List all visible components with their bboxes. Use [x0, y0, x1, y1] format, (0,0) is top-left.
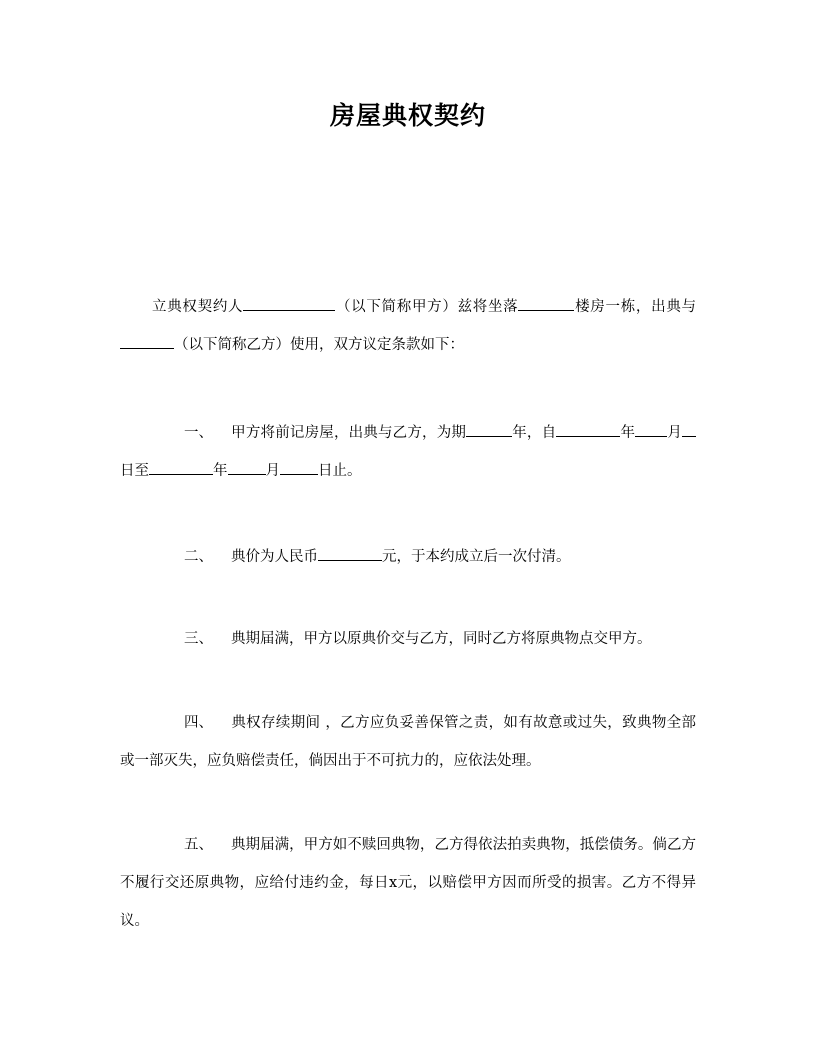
- clause-3-text: 典期届满，甲方以原典价交与乙方，同时乙方将原典物点交甲方。: [231, 631, 652, 647]
- clause-4-text: 典权存续期间 ，乙方应负妥善保管之责，如有故意或过失，致典物全部或一部灭失，应负赔偿责任，倘因出于不可抗力的，应依法处理。: [120, 715, 696, 769]
- clause-1-text-3: 年: [620, 425, 636, 441]
- intro-text-1: 立典权契约人: [152, 299, 244, 315]
- end-month-blank: [228, 458, 266, 475]
- location-blank: [518, 294, 574, 311]
- clause-1-text-5: 日至: [120, 463, 149, 479]
- end-day-blank: [280, 458, 318, 475]
- clause-1-text-7: 月: [265, 463, 280, 479]
- clause-2-number: 二、: [184, 549, 213, 565]
- start-year-blank: [556, 420, 620, 437]
- party-a-blank: [243, 294, 335, 311]
- clause-1-number: 一、: [184, 425, 213, 441]
- term-years-blank: [466, 420, 512, 437]
- clause-5: [120, 826, 696, 940]
- clause-2-text-2: 元，于本约成立后一次付清。: [382, 549, 571, 565]
- clause-1-text-1: 甲方将前记房屋，出典与乙方，为期: [231, 425, 467, 441]
- party-b-blank: [120, 332, 174, 349]
- intro-text-3: 楼房一栋，出典与: [574, 299, 697, 315]
- clause-1-text-8: 日止。: [318, 463, 362, 479]
- clause-3-number: 三、: [184, 631, 213, 647]
- clause-1: [120, 414, 696, 490]
- clause-5-text: 典期届满，甲方如不赎回典物，乙方得依法拍卖典物，抵偿债务。倘乙方不履行交还原典物，应给付违约金，每日x元，以赔偿甲方因而所受的损害。乙方不得异议。: [120, 837, 696, 929]
- price-blank: [318, 544, 382, 561]
- intro-text-2: （以下简称甲方）兹将坐落: [335, 299, 519, 315]
- clause-4: [120, 704, 696, 780]
- document-title: 房屋典权契约: [329, 101, 486, 130]
- clause-2-text-1: 典价为人民币: [231, 549, 318, 565]
- intro-text-4: （以下简称乙方）使用，双方议定条款如下：: [174, 337, 464, 353]
- clause-1-text-4: 月: [667, 425, 683, 441]
- clause-1-text-6: 年: [213, 463, 228, 479]
- end-year-blank: [149, 458, 213, 475]
- clause-5-number: 五、: [184, 837, 213, 853]
- clause-3: [120, 620, 696, 658]
- clause-4-number: 四、: [184, 715, 213, 731]
- clause-2: [120, 538, 696, 576]
- intro-paragraph: [120, 288, 696, 364]
- clause-1-text-2: 年，自: [512, 425, 557, 441]
- start-day-blank: [682, 420, 696, 437]
- start-month-blank: [635, 420, 667, 437]
